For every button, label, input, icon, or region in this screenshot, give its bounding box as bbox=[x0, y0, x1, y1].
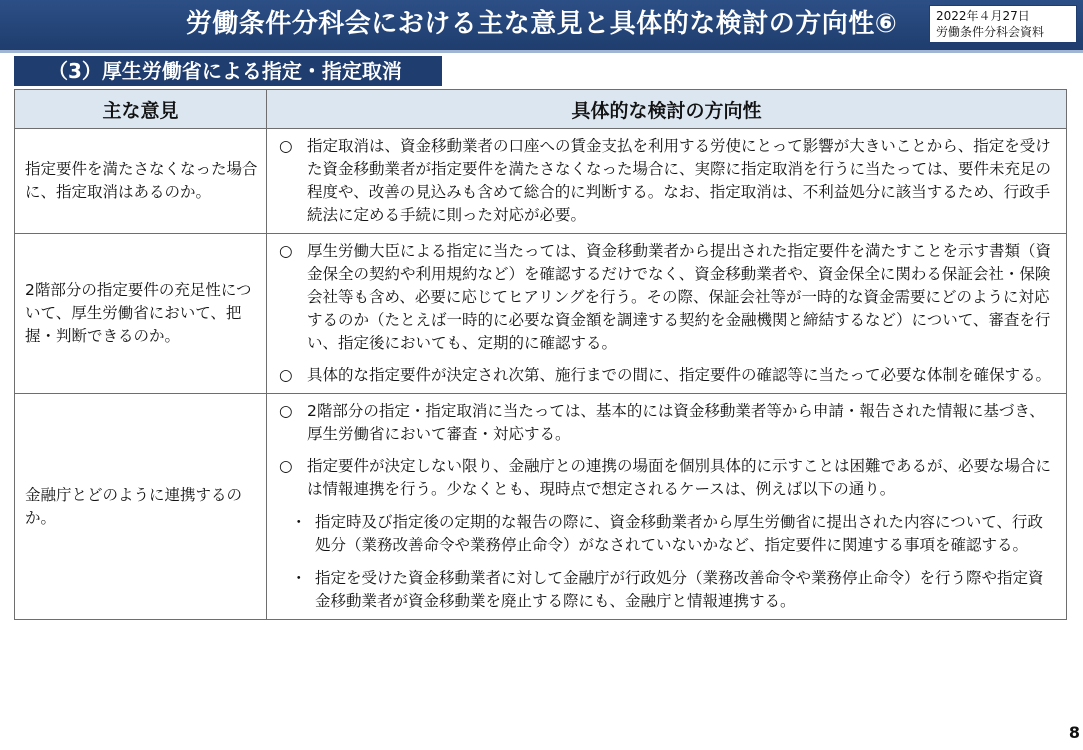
point-text: 指定取消は、資金移動業者の口座への賃金支払を利用する労使にとって影響が大きいことから、指定を受けた資金移動業者が指定要件を満たさなくなった場合に、実際に指定取消を行うに当たっては、要件未充足の程度や、改善の見込みも含めて総合的に判断する。なお、指定取消は、不利益処分に該当するため、行政手続法に定める手続に則った対応が必要。 bbox=[307, 137, 1052, 224]
column-header-direction: 具体的な検討の方向性 bbox=[267, 90, 1067, 129]
column-header-opinion: 主な意見 bbox=[15, 90, 267, 129]
direction-cell bbox=[267, 234, 1067, 394]
circle-bullet-icon: ○ bbox=[279, 366, 293, 384]
circle-bullet-icon: ○ bbox=[279, 402, 293, 420]
table-row bbox=[15, 234, 1067, 394]
sub-list-item bbox=[279, 567, 1056, 613]
dot-bullet-icon: ・ bbox=[291, 569, 307, 587]
table-row bbox=[15, 129, 1067, 234]
subpoint-text: 指定を受けた資金移動業者に対して金融庁が行政処分（業務改善命令や業務停止命令）を行う際や指定資金移動業者が資金移動業を廃止する際にも、金融庁と情報連携する。 bbox=[315, 569, 1044, 610]
opinion-cell: 指定要件を満たさなくなった場合に、指定取消はあるのか。 bbox=[15, 129, 267, 234]
point-text: 指定要件が決定しない限り、金融庁との連携の場面を個別具体的に示すことは困難であるが、必要な場合には情報連携を行う。少なくとも、現時点で想定されるケースは、例えば以下の通り。 bbox=[307, 457, 1052, 498]
page-title: 労働条件分科会における主な意見と具体的な検討の方向性⑥ bbox=[185, 9, 898, 39]
opinion-cell: 金融庁とどのように連携するのか。 bbox=[15, 394, 267, 620]
opinions-table bbox=[14, 89, 1067, 620]
point-text: 厚生労働大臣による指定に当たっては、資金移動業者から提出された指定要件を満たすことを示す書類（資金保全の契約や利用規約など）を確認するだけでなく、資金移動業者や、資金保全に関わる保証会社・保険会社等も含め、必要に応じてヒアリングを行う。その際、保証会社等が一時的な資金需要にどのように対応するのか（たとえば一時的に必要な資金額を調達する契約を金融機関と締結するなど）について、審査を行い、指定後においても、定期的に確認する。 bbox=[307, 242, 1052, 352]
document-date: 2022年４月27日 bbox=[936, 9, 1030, 23]
section-title: （3）厚生労働省による指定・指定取消 bbox=[14, 56, 442, 86]
list-item bbox=[279, 364, 1056, 387]
table-row bbox=[15, 394, 1067, 620]
direction-cell bbox=[267, 394, 1067, 620]
list-item bbox=[279, 135, 1056, 227]
circle-bullet-icon: ○ bbox=[279, 242, 293, 260]
date-source-box bbox=[929, 5, 1077, 43]
page-number: 8 bbox=[1068, 723, 1080, 742]
subpoint-text: 指定時及び指定後の定期的な報告の際に、資金移動業者から厚生労働省に提出された内容について、行政処分（業務改善命令や業務停止命令）がなされていないかなど、指定要件に関連する事項を確認する。 bbox=[315, 513, 1043, 554]
point-text: 2階部分の指定・指定取消に当たっては、基本的には資金移動業者等から申請・報告された情報に基づき、厚生労働省において審査・対応する。 bbox=[307, 402, 1045, 443]
circle-bullet-icon: ○ bbox=[279, 457, 293, 475]
title-banner bbox=[0, 0, 1083, 53]
opinion-cell: 2階部分の指定要件の充足性について、厚生労働省において、把握・判断できるのか。 bbox=[15, 234, 267, 394]
direction-cell bbox=[267, 129, 1067, 234]
list-item bbox=[279, 400, 1056, 446]
table-header-row bbox=[15, 90, 1067, 129]
dot-bullet-icon: ・ bbox=[291, 513, 307, 531]
document-source: 労働条件分科会資料 bbox=[936, 25, 1045, 39]
circle-bullet-icon: ○ bbox=[279, 137, 293, 155]
point-text: 具体的な指定要件が決定され次第、施行までの間に、指定要件の確認等に当たって必要な体制を確保する。 bbox=[307, 366, 1052, 384]
list-item bbox=[279, 455, 1056, 613]
list-item bbox=[279, 240, 1056, 355]
sub-list-item bbox=[279, 511, 1056, 557]
